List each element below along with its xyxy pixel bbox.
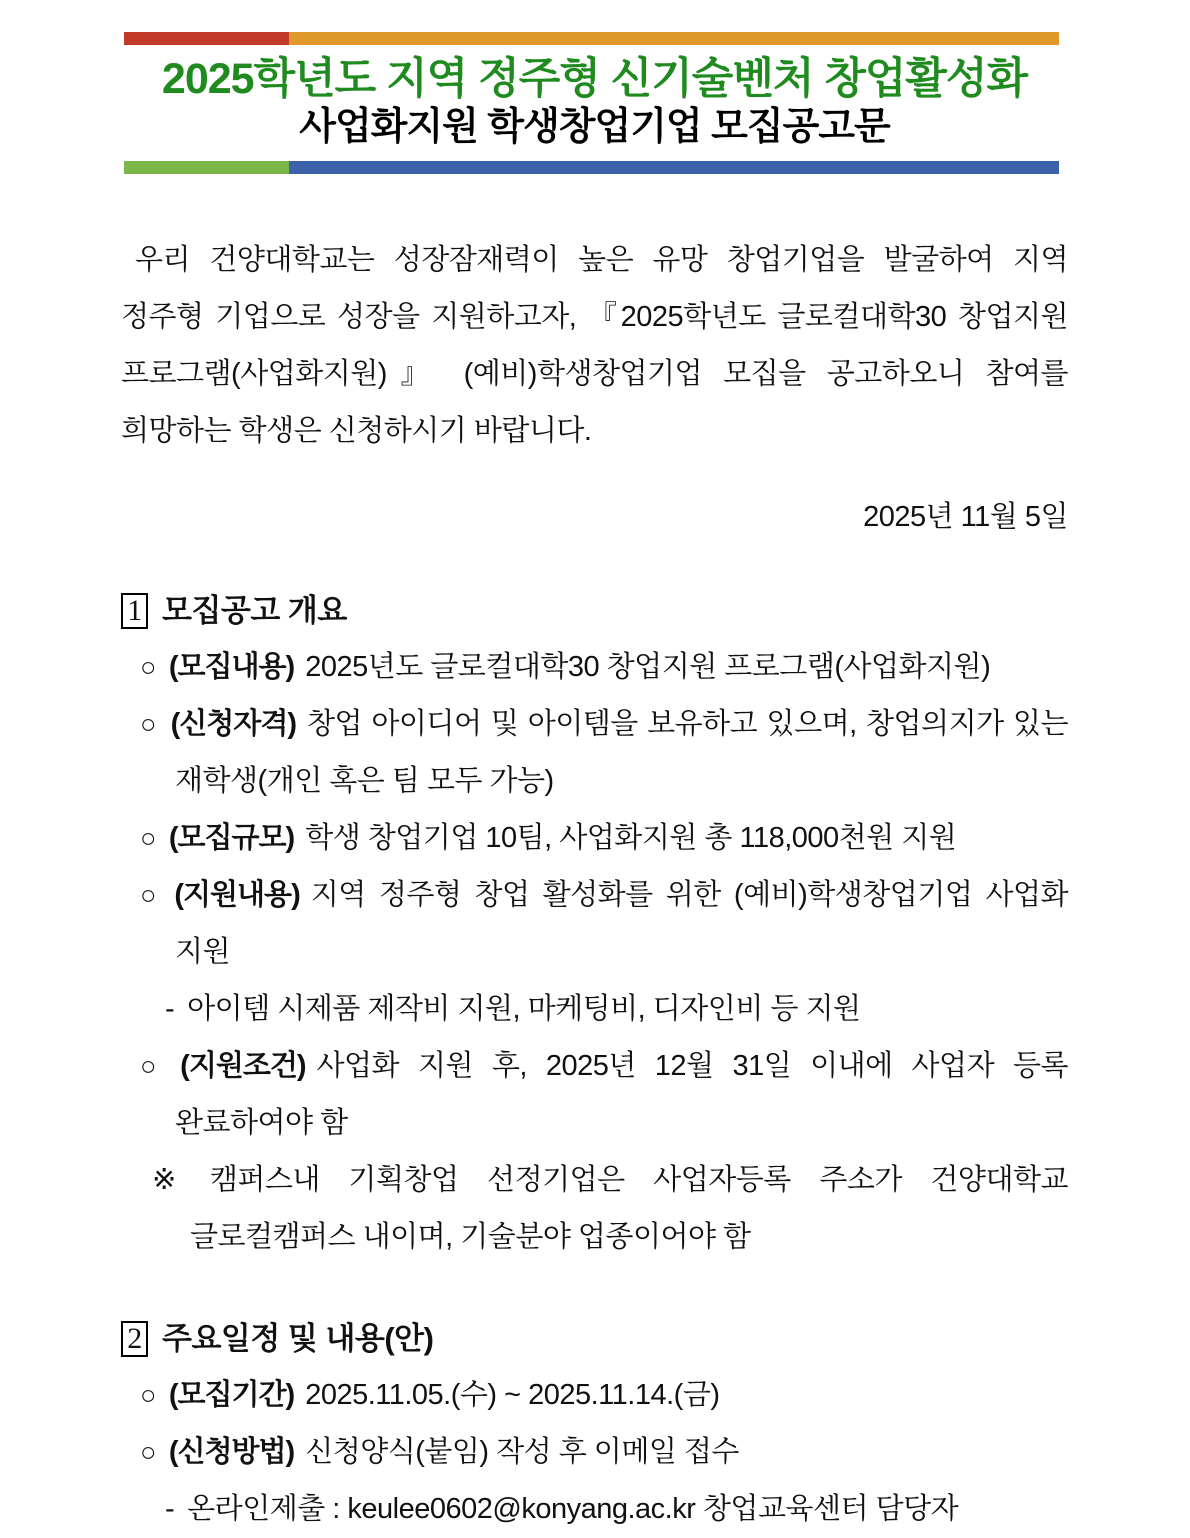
list-item [121, 1038, 1068, 1152]
circle-bullet-icon: ○ [140, 1437, 156, 1468]
circle-bullet-icon: ○ [140, 880, 162, 911]
circle-bullet-icon: ○ [140, 652, 156, 683]
intro-paragraph: 우리 건양대학교는 성장잠재력이 높은 유망 창업기업을 발굴하여 지역 정주형 기업으로 성장을 지원하고자, 『2025학년도 글로컬대학30 창업지원 프로그램(사업화지원)』 (예비)학생창업기업 모집을 공고하오니 참여를 희망하는 학생은 신청하시기 바랍니다. [121, 244, 1068, 448]
item-label: (지원조건) [180, 1050, 306, 1083]
item-text: 지역 정주형 창업 활성화를 위한 (예비)학생창업기업 사업화 지원 [175, 879, 1068, 969]
list-item [121, 1424, 1068, 1481]
item-label: (모집규모) [168, 822, 295, 855]
list-item [121, 696, 1068, 810]
dash-bullet-icon: - [165, 1493, 175, 1526]
section-title: 모집공고 개요 [162, 593, 347, 629]
circle-bullet-icon: ○ [140, 823, 156, 854]
header-top-bar [124, 32, 1059, 45]
item-text: 신청양식(붙임) 작성 후 이메일 접수 [305, 1436, 739, 1469]
list-subitem [121, 981, 1068, 1038]
circle-bullet-icon: ○ [140, 1051, 168, 1082]
item-text: 창업 아이디어 및 아이템을 보유하고 있으며, 창업의지가 있는 재학생(개인 혹은 팀 모두 가능) [175, 708, 1068, 798]
list-item [121, 867, 1068, 981]
circle-bullet-icon: ○ [140, 709, 158, 740]
item-text: 사업화 지원 후, 2025년 12월 31일 이내에 사업자 등록 완료하여야 함 [175, 1050, 1069, 1140]
item-label: (신청자격) [170, 708, 296, 741]
section-number-box: 1 [121, 593, 148, 629]
section-number-box: 2 [121, 1321, 148, 1357]
item-text: 2025.11.05.(수) ~ 2025.11.14.(금) [305, 1379, 720, 1412]
item-label: (신청방법) [168, 1436, 295, 1469]
item-text: 2025년도 글로컬대학30 창업지원 프로그램(사업화지원) [305, 651, 991, 684]
list-note [121, 1152, 1068, 1266]
list-item [121, 810, 1068, 867]
section-heading [121, 1310, 1068, 1367]
bottom-bar-blue-segment [289, 161, 1059, 174]
list-subitem [121, 1481, 1068, 1538]
list-item [121, 1367, 1068, 1424]
item-text: 캠퍼스내 기획창업 선정기업은 사업자등록 주소가 건양대학교 글로컬캠퍼스 내이며, 기술분야 업종이어야 함 [190, 1164, 1068, 1254]
top-bar-red-segment [124, 32, 289, 45]
section-heading [121, 582, 1068, 639]
document-title-block [121, 45, 1068, 161]
dash-bullet-icon: - [165, 993, 175, 1026]
reference-mark-icon: ※ [152, 1164, 197, 1197]
list-item [121, 639, 1068, 696]
section-title: 주요일정 및 내용(안) [162, 1321, 434, 1357]
item-label: (모집내용) [168, 651, 295, 684]
circle-bullet-icon: ○ [140, 1380, 156, 1411]
header-bottom-bar [124, 161, 1059, 174]
section-schedule [121, 1310, 1068, 1538]
item-text: 학생 창업기업 10팀, 사업화지원 총 118,000천원 지원 [305, 822, 957, 855]
item-label: (모집기간) [168, 1379, 295, 1412]
item-text: 온라인제출 : keulee0602@konyang.ac.kr 창업교육센터 담당자 [187, 1493, 959, 1526]
document-title-line2: 사업화지원 학생창업기업 모집공고문 [299, 106, 890, 149]
item-label: (지원내용) [174, 879, 300, 912]
top-bar-orange-segment [289, 32, 1059, 45]
announcement-date: 2025년 11월 5일 [863, 501, 1068, 534]
bottom-bar-green-segment [124, 161, 289, 174]
section-recruitment-overview [121, 582, 1068, 1266]
document-title-line1: 2025학년도 지역 정주형 신기술벤처 창업활성화 [161, 55, 1028, 103]
document-header [121, 32, 1068, 174]
item-text: 아이템 시제품 제작비 지원, 마케팅비, 디자인비 등 지원 [187, 993, 861, 1026]
